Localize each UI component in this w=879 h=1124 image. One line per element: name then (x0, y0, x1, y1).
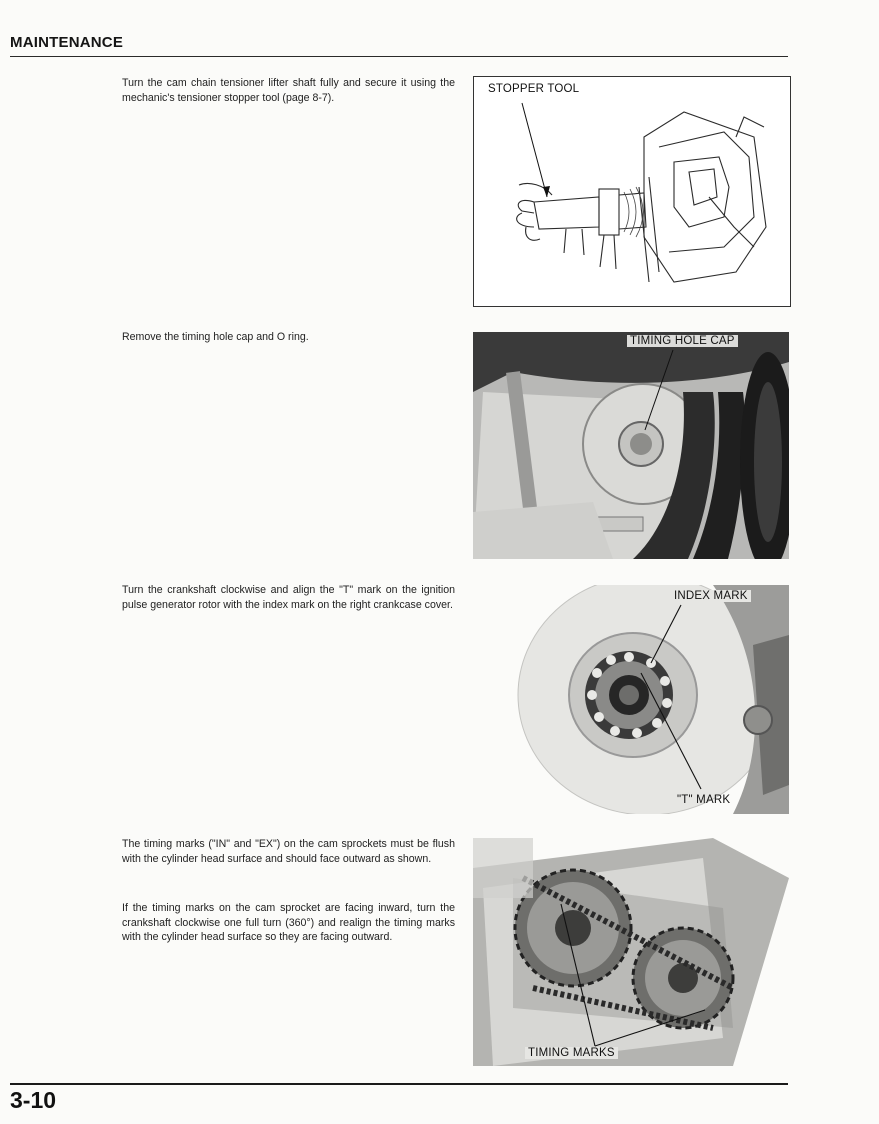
rotor-alignment-figure (473, 585, 789, 814)
header-rule (10, 56, 788, 57)
footer-rule (10, 1083, 788, 1085)
cam-sprocket-photo (473, 838, 789, 1066)
step-t-mark-text: Turn the crankshaft clockwise and align the "T" mark on the ignition pulse generator rotor with the index mark on the right crankcase cover. (122, 584, 455, 611)
timing-hole-cap-leader (473, 332, 789, 559)
index-mark-label: INDEX MARK (671, 590, 751, 602)
cam-sprocket-figure (473, 838, 789, 1066)
stopper-tool-figure (473, 76, 791, 307)
step-timing-cap-text: Remove the timing hole cap and O ring. (122, 331, 309, 343)
page-number: 3-10 (10, 1087, 57, 1113)
rotor-alignment-photo (473, 585, 789, 814)
timing-hole-cap-figure (473, 332, 789, 559)
section-title: MAINTENANCE (10, 34, 124, 51)
timing-marks-label: TIMING MARKS (525, 1047, 618, 1059)
stopper-tool-drawing (474, 77, 790, 306)
step-cam-marks-text: The timing marks ("IN" and "EX") on the cam sprockets must be flush with the cylinder head surface and should face outward as shown. (122, 838, 455, 865)
stopper-tool-label: STOPPER TOOL (488, 83, 580, 95)
step-tensioner-text: Turn the cam chain tensioner lifter shaft fully and secure it using the mechanic's tensioner stopper tool (page 8-7). (122, 77, 455, 104)
timing-hole-cap-label: TIMING HOLE CAP (627, 335, 738, 347)
step-realign-text: If the timing marks on the cam sprocket are facing inward, turn the crankshaft clockwise one full turn (360°) and realign the timing marks with the cylinder head surface so they are facing outward. (122, 902, 455, 944)
t-mark-label: "T" MARK (677, 794, 731, 806)
